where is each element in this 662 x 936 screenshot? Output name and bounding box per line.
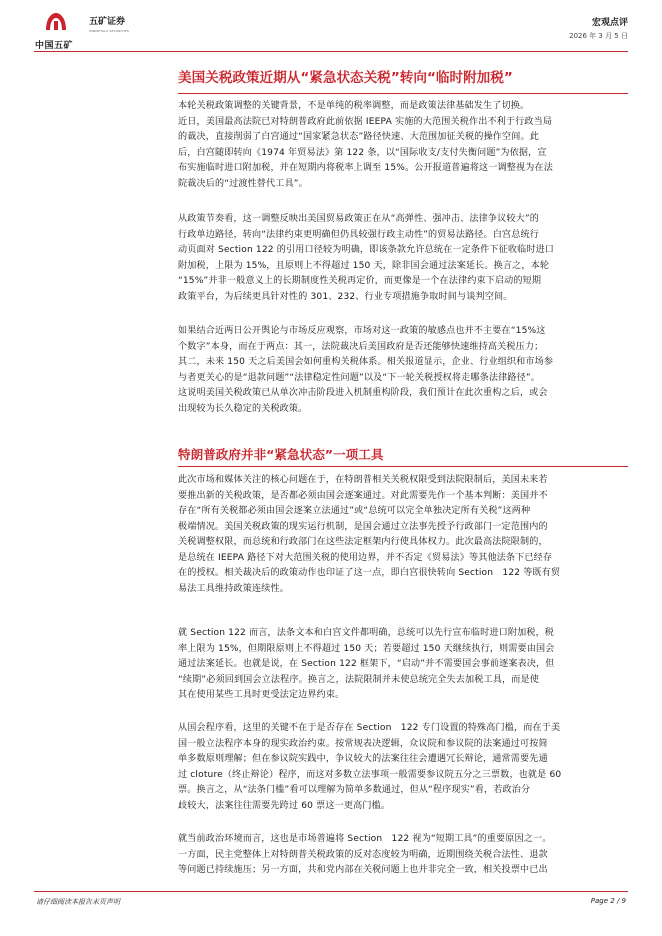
paragraph-7 [178, 832, 628, 879]
paragraph-5 [178, 626, 628, 704]
text-line: 此次市场和媒体关注的核心问题在于，在特朗普相关关税权限受到法院限制后，美国未来若 [178, 475, 548, 485]
paragraph-3 [178, 324, 628, 417]
text-line: 关税调整权限，而总统和行政部门在这些法定框架内行使具体权力。此次最高法院限制的， [178, 537, 548, 547]
section-title-1: 美国关税政策近期从“紧急状态关税”转向“临时附加税” [178, 70, 513, 86]
section-title-2: 特朗普政府并非“紧急状态”一项工具 [178, 447, 384, 462]
report-type: 宏观点评 [591, 18, 628, 28]
text-line: 极端情况。美国关税政策的现实运行机制，是国会通过立法事先授予行政部门一定范围内的 [178, 521, 548, 532]
securities-logo-text: 五矿证券 [89, 17, 126, 27]
text-line: 国一般立法程序本身的现实政治约束。按常规表决逻辑，众议院和参议院的法案通过可按简 [178, 738, 548, 749]
text-line: 与者更关心的是“退款问题”“法律稳定性问题”以及“下一轮关税授权将走哪条法律路径”。 [178, 372, 540, 383]
text-line: 歧较大，法案往往需要先跨过 60 票这一更高门槛。 [178, 800, 391, 811]
securities-logo-subtext: MINMETALS SECURITIES [89, 29, 129, 33]
text-line: 出现较为长久稳定的关税政策。 [178, 403, 308, 414]
text-line: 等问题已持续施压；另一方面，共和党内部在关税问题上也并非完全一致，相关投票中已出 [178, 865, 548, 875]
company-logo-text: 中国五矿 [35, 41, 74, 51]
header-divider [34, 51, 628, 52]
section-title-2-underline [178, 466, 628, 467]
text-line: 这说明美国关税政策已从单次冲击阶段进入机制重构阶段，我们预计在此次重构之后，或会 [178, 388, 548, 398]
text-line: 院裁决后的“过渡性替代工具”。 [178, 178, 308, 189]
footer-divider [34, 891, 628, 892]
text-line: 是总统在 IEEPA 路径下对大范围关税的使用边界，并不否定《贸易法》等其他法条下已经存 [178, 552, 553, 563]
text-line: 就当前政治环境而言，这也是市场普遍将 Section 122 视为“短期工具”的重要原因之一。 [178, 834, 552, 844]
paragraph-1 [178, 99, 628, 192]
text-line: 易法工具维持政策连续性。 [178, 583, 289, 594]
text-line: 就 Section 122 而言，法条文本和白宫文件都明确，总统可以先行宣布临时进口附加税，税 [178, 628, 555, 638]
paragraph-4 [178, 473, 628, 597]
text-line: “15%”并非一般意义上的长期制度性关税再定价，而更像是一个在法律约束下启动的短期 [178, 276, 542, 286]
section-title-1-underline [178, 93, 628, 94]
text-line: 存在“所有关税都必须由国会逐案立法通过”或“总统可以完全单独决定所有关税”这两种 [178, 506, 531, 516]
text-line: 从政策节奏看，这一调整反映出美国贸易政策正在从“高弹性、强冲击、法律争议较大”的 [178, 214, 539, 224]
company-logo-icon [44, 10, 68, 34]
text-line: 政策平台，为后续更具针对性的 301、232、行业专项措施争取时间与谈判空间。 [178, 291, 513, 302]
text-line: 个数字”本身，而在于两点：其一，法院裁决后美国政府是否还能够快速维持高关税压力； [178, 341, 544, 352]
text-line: 在的授权。相关裁决后的政策动作也印证了这一点，即白宫很快转向 Section 122 等既有贸 [178, 568, 561, 578]
text-line: 从国会程序看，这里的关键不在于是否存在 Section 122 专门设置的特殊高门槛，而在于美 [178, 723, 561, 733]
text-line: 动页面对 Section 122 的引用口径较为明确，即该条款允许总统在一定条件下征收临时进口 [178, 245, 555, 255]
page-header [0, 0, 662, 58]
page-number: Page 2 / 9 [590, 897, 626, 905]
text-line: 的裁决，直接削弱了白宫通过“国家紧急状态”路径快速、大范围加征关税的操作空间。此 [178, 132, 539, 142]
text-line: 一方面，民主党整体上对特朗普关税政策的反对态度较为明确，近期围绕关税合法性、退款 [178, 849, 548, 860]
text-line: 通过法案延长。也就是说，在 Section 122 框架下，“启动”并不需要国会事前逐案表决，但 [178, 659, 555, 669]
paragraph-6 [178, 721, 628, 814]
text-line: 过 cloture（终止辩论）程序，而这对多数立法事项一般需要参议院五分之三票数，也就是 60 [178, 769, 562, 780]
text-line: 率上限为 15%，但期限原则上不得超过 150 天；若要超过 150 天继续执行，则需要由国会 [178, 643, 555, 654]
paragraph-2 [178, 212, 628, 305]
text-line: 其二，未来 150 天之后美国会如何重构关税体系。相关报道显示，企业、行业组织和市场参 [178, 357, 554, 367]
text-line: 单多数原则理解；但在参议院实践中，争议较大的法案往往会遭遇冗长辩论，通常需要先通 [178, 754, 548, 764]
text-line: “续期”必须回到国会立法程序。换言之，法院限制并未使总统完全失去加税工具，而是使 [178, 674, 539, 685]
text-line: 后，白宫随即转向《1974 年贸易法》第 122 条，以“国际收支/支付失衡问题”为依据，宣 [178, 147, 547, 158]
securities-logo [89, 14, 129, 33]
report-date: 2026 年 3 月 5 日 [569, 32, 628, 40]
text-line: 本轮关税政策调整的关键背景，不是单纯的税率调整，而是政策法律基础发生了切换。 [178, 101, 530, 111]
text-line: 要推出新的关税政策，是否都必须由国会逐案通过。对此需要先作一个基本判断：美国并不 [178, 490, 548, 501]
text-line: 票。换言之，从“法条门槛”看可以理解为简单多数通过，但从“程序现实”看，若政治分 [178, 785, 531, 795]
text-line: 其在使用某些工具时更受法定边界约束。 [178, 690, 345, 700]
text-line: 布实施临时进口附加税，并在短期内将税率上调至 15%。公开报道普遍将这一调整视为在法 [178, 163, 553, 173]
text-line: 行政单边路径，转向“法律约束更明确但仍具较强行政主动性”的贸易法路径。白宫总统行 [178, 229, 539, 240]
footer-disclaimer: 请仔细阅读本报告末页声明 [36, 898, 120, 906]
text-line: 如果结合近两日公开舆论与市场反应观察，市场对这一政策的敏感点也并不主要在“15%这 [178, 326, 546, 336]
text-line: 近日，美国最高法院已对特朗普政府此前依据 IEEPA 实施的大范围关税作出不利于行政当局 [178, 116, 553, 127]
text-line: 附加税，上限为 15%，且原则上不得超过 150 天，除非国会通过法案延长。换言之，本轮 [178, 260, 550, 271]
